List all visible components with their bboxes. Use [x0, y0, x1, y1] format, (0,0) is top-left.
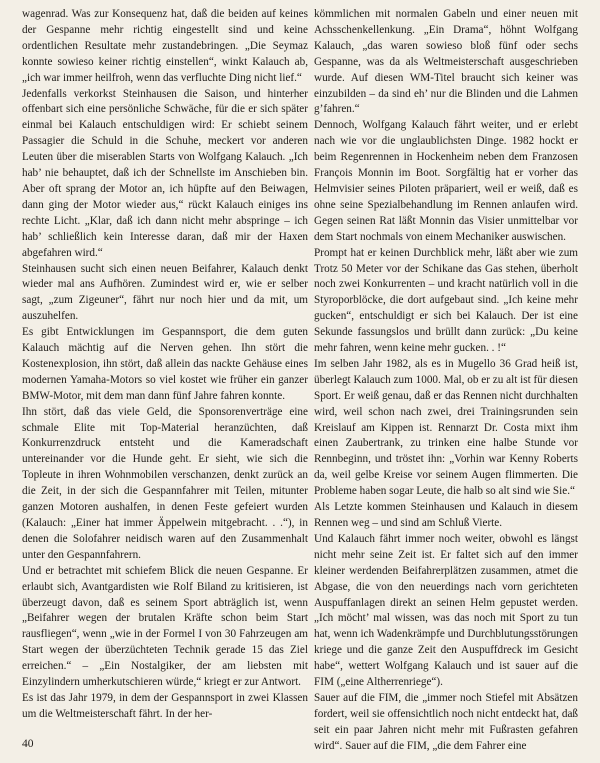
page-number: 40 — [22, 738, 34, 750]
left-column — [22, 7, 308, 723]
paragraph: wagenrad. Was zur Konsequenz hat, daß die beiden auf keines der Gespanne mehr richtig eingestellt sind und keine ordentlichen Resultate mehr zustandebringen. „Die Seymaz konnte sowieso keiner richtig einstellen“, winkt Kalauch ab, „ich war immer heilfroh, wenn das verfluchte Ding nicht lief.“ — [22, 8, 308, 84]
paragraph: Prompt hat er keinen Durchblick mehr, läßt aber wie zum Trotz 50 Meter vor der Schikane das Gas stehen, überholt noch zwei Konkurrenten – und kracht natürlich voll in die Styroporblöcke, die dort aufgebaut sind. „Ich keine mehr gucken“, entschuldigt er sich bei Kalauch. Der ist eine Sekunde fassungslos und brüllt dann zurück: „Du keine mehr fahren, wenn keine mehr gucken. . !“ — [314, 246, 578, 355]
paragraph: Und Kalauch fährt immer noch weiter, obwohl es längst nicht mehr seine Zeit ist. Er faltet sich auf den immer kleiner werdenden Beifahrerplätzen zusammen, atmet die Abgase, die von den neuerdings nach vorn gerichteten Auspuffanlagen direkt an seinen Helm gepustet werden. „Ich möcht’ mal wissen, was das noch mit Sport zu tun hat, wenn ich Wadenkrämpfe und Durchblutungsstörungen kriege und die ganze Zeit den Auspuffdreck im Gesicht habe“, wettert Wolfgang Kalauch und ist sauer auf die FIM („eine Altherrenriege“). — [314, 532, 578, 689]
paragraph: Sauer auf die FIM, die „immer noch Stiefel mit Absätzen fordert, weil sie offensichtlich noch nicht entdeckt hat, daß seit ein paar Jahren nicht mehr mit Fußrasten gefahren wird“. Sauer auf die FIM, „die dem Fahrer eine — [314, 691, 578, 752]
paragraph: Es gibt Entwicklungen im Gespannsport, die dem guten Kalauch mächtig auf die Nerven gehen. Ihn stört die Kostenexplosion, ihn stört, daß allein das nackte Gehäuse eines modernen Yamaha-Motors so viel kostet wie früher ein ganzer BMW-Motor, mit dem man dann fünf Jahre fahren konnte. — [22, 326, 308, 402]
paragraph: Steinhausen sucht sich einen neuen Beifahrer, Kalauch denkt wieder mal ans Aufhören. Zumindest wird er, wie er selber sagt, „zum Zigeuner“, fährt nur noch hier und da mit, um auszuhelfen. — [22, 262, 308, 323]
paragraph: Im selben Jahr 1982, als es in Mugello 36 Grad heiß ist, überlegt Kalauch zum 1000. Mal, ob er zu alt ist für diesen Sport. Er weiß genau, daß er das Rennen nicht durchhalten wird, weil schon nach zwei, drei Trainingsrunden sein Kreislauf am Kippen ist. Rennarzt Dr. Costa mixt ihm einen Zaubertrank, zu trinken eine halbe Stunde vor Rennbeginn, und tröstet ihn: „Vorhin war Kenny Roberts da, weil gelbe Kreise vor seinem Augen flimmerten. Die Probleme haben sogar Leute, die halb so alt sind wie Sie.“ — [314, 357, 578, 498]
paragraph: Ihn stört, daß das viele Geld, die Sponsorenverträge eine schmale Elite mit Top-Material heranzüchten, daß Konkurrenzdruck entsteht und die Kameradschaft untereinander vor die Hunde geht. Er sieht, wie sich die Topleute in ihren Wohnmobilen verschanzen, denkt zurück an die Zeit, in der sich die Gespannfahrer mit Teilen, mitunter ganzen Motoren aushalfen, in denen Feste gefeiert wurden (Kalauch: „Einer hat immer Äppelwein mitgebracht. . .“), in denen die Solofahrer neidisch waren auf den Zusammenhalt unter den Gespannfahrern. — [22, 405, 308, 561]
paragraph: Als Letzte kommen Steinhausen und Kalauch in diesem Rennen weg – und sind am Schluß Vierte. — [314, 501, 578, 529]
paragraph: Jedenfalls verkorkst Steinhausen die Saison, und hinterher offenbart sich eine persönliche Schwäche, für die er sich später einmal bei Kalauch entschuldigen wird: Er schiebt seinem Passagier die Schuld in die Schuhe, meckert vor anderen Leuten über die miserablen Starts von Wolfgang Kalauch. „Ich hab’ nie behauptet, daß ich der Schnellste im Anschieben bin. Aber oft sprang der Motor an, ich hüpfte auf den Beiwagen, dann ging der Motor wieder aus,“ rückt Kalauch einiges ins rechte Licht. „Klar, daß ich dann nicht mehr abspringe – ich hab’ schließlich kein Interesse daran, daß mir der Haxen abgefahren wird.“ — [22, 87, 308, 259]
paragraph: Es ist das Jahr 1979, in dem der Gespannsport in zwei Klassen um die Weltmeisterschaft fährt. In der her- — [22, 691, 308, 720]
right-column — [314, 7, 578, 755]
paragraph: Und er betrachtet mit schiefem Blick die neuen Gespanne. Er erlaubt sich, Avantgardisten wie Rolf Biland zu kritisieren, ist überzeugt davon, daß es seinem Sport abträglich ist, wenn „Beifahrer wegen der brutalen Kräfte schon beim Start rausfliegen“, wenn „wie in der Formel I von 30 Fahrzeugen am Start wegen der überzüchteten Technik gerade 15 das Ziel erreichen.“ – „Ein Nostalgiker, der am liebsten mit Einzylindern umherkutschieren würde,“ kriegt er zur Antwort. — [22, 564, 308, 689]
paragraph: Dennoch, Wolfgang Kalauch fährt weiter, und er erlebt nach wie vor die unglaublichsten Dinge. 1982 hockt er beim Regenrennen in Hockenheim neben dem Franzosen François Monnin im Boot. Sorgfältig hat er vorher das Helmvisier seines Piloten präpariert, weil er weiß, daß es ohne seine Spezialbehandlung im Rennen anlaufen wird. Gegen seinen Rat läßt Monnin das Visier unmittelbar vor dem Start nochmals von einem Mechaniker auswischen. — [314, 119, 578, 243]
paragraph: kömmlichen mit normalen Gabeln und einer neuen mit Achsschenkellenkung. „Ein Drama“, höhnt Wolfgang Kalauch, „das waren sowieso bloß fünf oder sechs Gespanne, was da als Weltmeisterschaft ausgeschrieben wurde. Auf diesen WM-Titel braucht sich keiner was einzubilden – da sind eh’ nur die Blinden und die Lahmen g’fahren.“ — [314, 8, 578, 116]
